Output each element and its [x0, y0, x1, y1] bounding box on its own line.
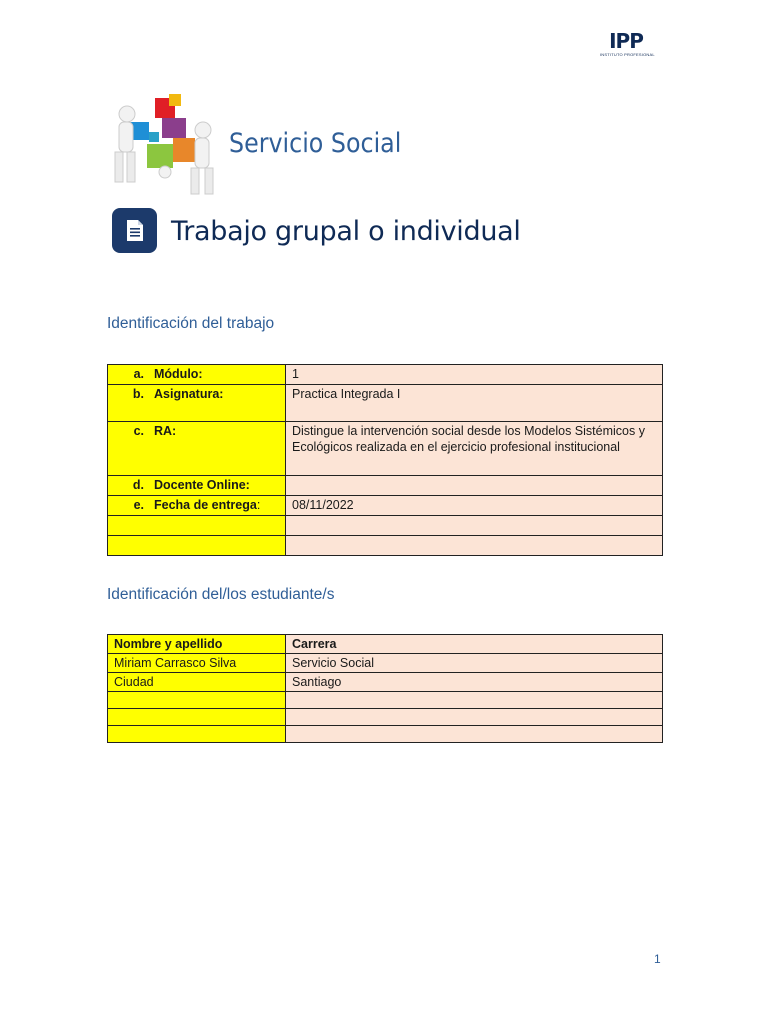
- label-cell: [108, 365, 286, 385]
- row-label: Fecha de entrega: [154, 498, 257, 512]
- page-number: 1: [654, 952, 661, 966]
- value-cell: [286, 726, 663, 743]
- table-row: [108, 496, 663, 516]
- value-cell: 1: [286, 365, 663, 385]
- row-label: Asignatura:: [154, 387, 224, 401]
- row-key: a.: [133, 367, 144, 381]
- value-cell: Practica Integrada I: [286, 385, 663, 422]
- row-key: d.: [132, 478, 144, 492]
- ipp-logo: [600, 29, 655, 58]
- row-key: e.: [133, 498, 144, 512]
- table-row: [108, 422, 663, 476]
- ipp-logo-text: IPP: [609, 29, 643, 53]
- row-key: b.: [132, 387, 144, 401]
- label-cell: [108, 422, 286, 476]
- header-cell-name: Nombre y apellido: [108, 635, 286, 654]
- table-row: [108, 476, 663, 496]
- value-cell: [286, 516, 663, 536]
- table-row: [108, 385, 663, 422]
- row-label: RA:: [154, 424, 177, 438]
- row-label-suffix: :: [256, 498, 261, 512]
- page-title: Trabajo grupal o individual: [171, 216, 521, 247]
- city-value-cell: Santiago: [286, 673, 663, 692]
- header-cell-career: Carrera: [286, 635, 663, 654]
- value-cell: [286, 709, 663, 726]
- value-cell: [286, 476, 663, 496]
- label-cell: [108, 692, 286, 709]
- student-identification-table: [107, 634, 663, 743]
- value-cell: [286, 536, 663, 556]
- student-career-cell: Servicio Social: [286, 654, 663, 673]
- table-row: [108, 536, 663, 556]
- document-icon: [112, 208, 157, 253]
- table-row: [108, 654, 663, 673]
- label-cell: [108, 385, 286, 422]
- banner-title: Servicio Social: [229, 128, 402, 159]
- table-row: [108, 709, 663, 726]
- puzzle-people-illustration: [107, 92, 222, 200]
- value-cell: [286, 692, 663, 709]
- label-cell: [108, 536, 286, 556]
- row-key: c.: [133, 424, 144, 438]
- value-cell: Distingue la intervención social desde los Modelos Sistémicos y Ecológicos realizada en el ejercicio profesional institucional: [286, 422, 663, 476]
- servicio-social-banner: [107, 92, 402, 200]
- label-cell: [108, 476, 286, 496]
- ipp-logo-subtext: INSTITUTO PROFESIONAL: [600, 52, 655, 57]
- row-label: Módulo:: [154, 367, 203, 381]
- label-cell: [108, 709, 286, 726]
- label-cell: [108, 496, 286, 516]
- label-cell: [108, 726, 286, 743]
- row-label: Docente Online:: [154, 478, 250, 492]
- city-label-cell: Ciudad: [108, 673, 286, 692]
- table-header-row: [108, 635, 663, 654]
- work-identification-heading: Identificación del trabajo: [107, 315, 275, 332]
- table-row: [108, 365, 663, 385]
- table-row: [108, 673, 663, 692]
- value-cell: 08/11/2022: [286, 496, 663, 516]
- table-row: [108, 726, 663, 743]
- table-row: [108, 516, 663, 536]
- label-cell: [108, 516, 286, 536]
- student-identification-heading: Identificación del/los estudiante/s: [107, 586, 335, 603]
- student-name-cell: Miriam Carrasco Silva: [108, 654, 286, 673]
- table-row: [108, 692, 663, 709]
- work-identification-table: [107, 364, 663, 556]
